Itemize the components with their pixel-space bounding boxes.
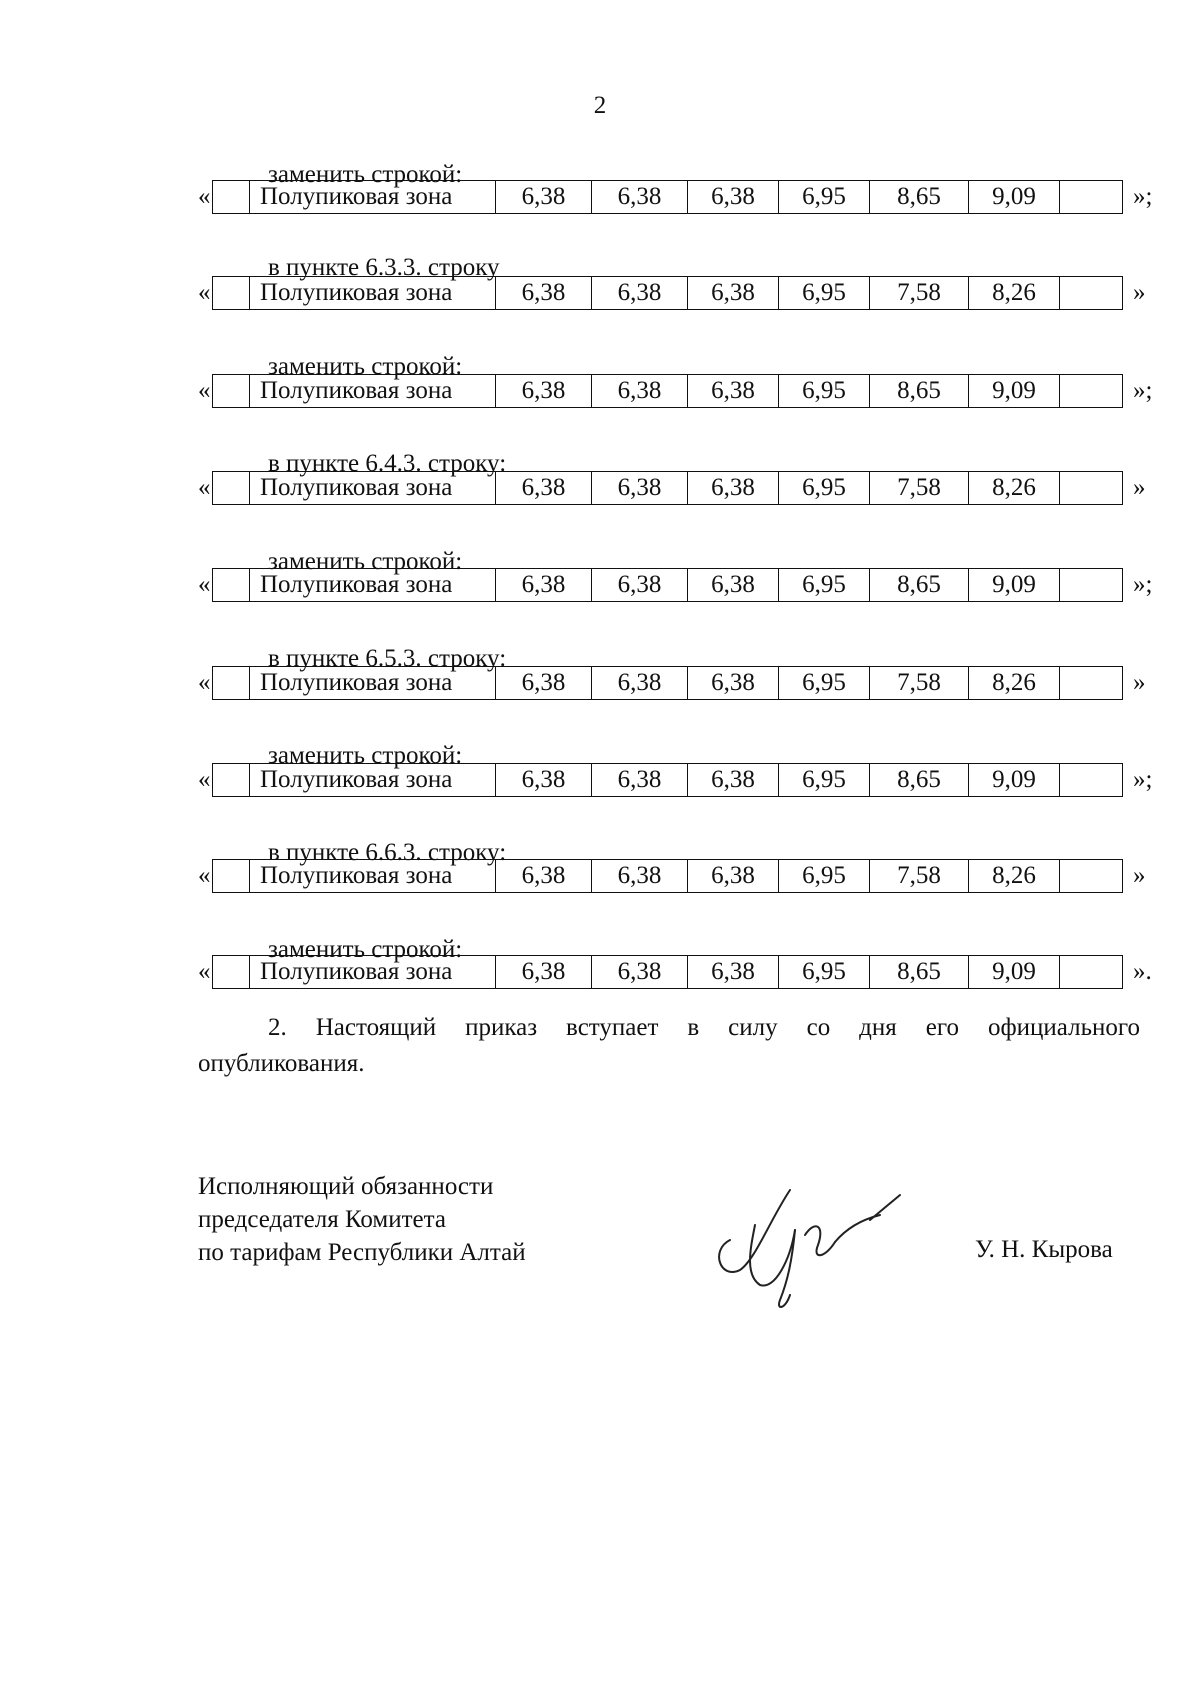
tariff-row — [198, 763, 1160, 797]
empty-cell — [213, 956, 250, 989]
empty-cell — [1060, 764, 1123, 797]
tariff-value-cell: 9,09 — [969, 569, 1060, 602]
zone-name-cell: Полупиковая зона — [250, 277, 496, 310]
tariff-value-cell: 6,38 — [688, 569, 779, 602]
tariff-row — [198, 180, 1160, 214]
empty-cell — [1060, 277, 1123, 310]
signatory-title — [198, 1170, 526, 1269]
tariff-value-cell: 6,95 — [779, 667, 870, 700]
opening-quote: « — [198, 862, 211, 889]
tariff-value-cell: 6,38 — [688, 667, 779, 700]
tariff-value-cell: 8,65 — [870, 375, 969, 408]
tariff-value-cell: 6,38 — [592, 181, 688, 214]
tariff-table — [212, 471, 1123, 505]
empty-cell — [213, 569, 250, 602]
tariff-value-cell: 6,38 — [688, 956, 779, 989]
table-row — [213, 569, 1123, 602]
tariff-value-cell: 6,95 — [779, 956, 870, 989]
empty-cell — [1060, 860, 1123, 893]
opening-quote: « — [198, 377, 211, 404]
empty-cell — [213, 764, 250, 797]
tariff-value-cell: 8,26 — [969, 667, 1060, 700]
tariff-value-cell: 8,65 — [870, 764, 969, 797]
zone-name-cell: Полупиковая зона — [250, 956, 496, 989]
amendment-label: заменить строкой: — [268, 161, 463, 188]
table-row — [213, 764, 1123, 797]
zone-name-cell: Полупиковая зона — [250, 569, 496, 602]
tariff-row — [198, 374, 1160, 408]
tariff-value-cell: 7,58 — [870, 277, 969, 310]
empty-cell — [1060, 181, 1123, 214]
amendment-label: заменить строкой: — [268, 548, 463, 575]
amendment-label: заменить строкой: — [268, 936, 463, 963]
closing-quote: » — [1133, 669, 1146, 696]
empty-cell — [213, 472, 250, 505]
tariff-value-cell: 6,38 — [592, 956, 688, 989]
zone-name-cell: Полупиковая зона — [250, 764, 496, 797]
zone-name-cell: Полупиковая зона — [250, 860, 496, 893]
closing-quote: ». — [1133, 958, 1152, 985]
signatory-name: У. Н. Кырова — [975, 1236, 1113, 1263]
tariff-value-cell: 6,38 — [496, 667, 592, 700]
tariff-value-cell: 9,09 — [969, 956, 1060, 989]
tariff-value-cell: 6,38 — [496, 375, 592, 408]
tariff-table — [212, 374, 1123, 408]
zone-name-cell: Полупиковая зона — [250, 667, 496, 700]
table-row — [213, 667, 1123, 700]
tariff-value-cell: 6,38 — [592, 277, 688, 310]
tariff-table — [212, 955, 1123, 989]
empty-cell — [213, 277, 250, 310]
tariff-value-cell: 6,38 — [496, 569, 592, 602]
table-row — [213, 860, 1123, 893]
opening-quote: « — [198, 474, 211, 501]
tariff-value-cell: 6,95 — [779, 472, 870, 505]
tariff-value-cell: 6,95 — [779, 375, 870, 408]
amendment-label: в пункте 6.4.3. строку: — [268, 450, 507, 477]
tariff-value-cell: 6,38 — [688, 472, 779, 505]
signatory-title-line: по тарифам Республики Алтай — [198, 1239, 526, 1266]
tariff-table — [212, 859, 1123, 893]
tariff-table — [212, 666, 1123, 700]
empty-cell — [1060, 667, 1123, 700]
zone-name-cell: Полупиковая зона — [250, 472, 496, 505]
tariff-value-cell: 8,65 — [870, 956, 969, 989]
tariff-value-cell: 8,26 — [969, 472, 1060, 505]
tariff-row — [198, 859, 1160, 893]
empty-cell — [1060, 569, 1123, 602]
signatory-title-line: председателя Комитета — [198, 1206, 446, 1233]
amendment-label: в пункте 6.3.3. строку — [268, 254, 500, 281]
tariff-value-cell: 8,65 — [870, 181, 969, 214]
empty-cell — [213, 860, 250, 893]
tariff-table — [212, 180, 1123, 214]
tariff-row — [198, 471, 1160, 505]
tariff-value-cell: 8,26 — [969, 860, 1060, 893]
tariff-row — [198, 955, 1160, 989]
tariff-value-cell: 6,38 — [496, 956, 592, 989]
tariff-row — [198, 276, 1160, 310]
signatory-title-line: Исполняющий обязанности — [198, 1173, 494, 1200]
tariff-value-cell: 8,26 — [969, 277, 1060, 310]
tariff-value-cell: 7,58 — [870, 667, 969, 700]
tariff-value-cell: 6,95 — [779, 860, 870, 893]
paragraph-2 — [198, 1010, 1140, 1082]
empty-cell — [213, 667, 250, 700]
tariff-value-cell: 6,38 — [496, 181, 592, 214]
opening-quote: « — [198, 571, 211, 598]
tariff-value-cell: 6,38 — [688, 277, 779, 310]
table-row — [213, 181, 1123, 214]
tariff-value-cell: 9,09 — [969, 181, 1060, 214]
table-row — [213, 277, 1123, 310]
tariff-row — [198, 666, 1160, 700]
tariff-value-cell: 6,38 — [592, 375, 688, 408]
tariff-value-cell: 6,38 — [592, 569, 688, 602]
empty-cell — [1060, 956, 1123, 989]
tariff-value-cell: 8,65 — [870, 569, 969, 602]
closing-quote: » — [1133, 862, 1146, 889]
closing-quote: »; — [1133, 766, 1153, 793]
page-number: 2 — [593, 92, 607, 119]
tariff-value-cell: 6,38 — [688, 764, 779, 797]
tariff-table — [212, 568, 1123, 602]
zone-name-cell: Полупиковая зона — [250, 181, 496, 214]
tariff-value-cell: 6,38 — [496, 860, 592, 893]
tariff-value-cell: 6,38 — [496, 764, 592, 797]
closing-quote: »; — [1133, 571, 1153, 598]
opening-quote: « — [198, 183, 211, 210]
tariff-value-cell: 6,95 — [779, 569, 870, 602]
empty-cell — [213, 181, 250, 214]
opening-quote: « — [198, 766, 211, 793]
opening-quote: « — [198, 958, 211, 985]
amendment-label: заменить строкой: — [268, 742, 463, 769]
tariff-value-cell: 6,38 — [592, 764, 688, 797]
table-row — [213, 472, 1123, 505]
table-row — [213, 956, 1123, 989]
paragraph-line-2: опубликования. — [198, 1050, 365, 1077]
tariff-value-cell: 7,58 — [870, 472, 969, 505]
tariff-value-cell: 6,38 — [592, 860, 688, 893]
tariff-value-cell: 6,38 — [592, 667, 688, 700]
zone-name-cell: Полупиковая зона — [250, 375, 496, 408]
amendment-label: в пункте 6.6.3. строку: — [268, 839, 507, 866]
tariff-value-cell: 6,95 — [779, 277, 870, 310]
table-row — [213, 375, 1123, 408]
tariff-value-cell: 6,95 — [779, 764, 870, 797]
tariff-value-cell: 6,38 — [688, 181, 779, 214]
amendment-label: заменить строкой: — [268, 353, 463, 380]
closing-quote: » — [1133, 474, 1146, 501]
tariff-value-cell: 6,38 — [688, 375, 779, 408]
paragraph-line-1: 2. Настоящий приказ вступает в силу со дня его официального — [268, 1014, 1140, 1041]
tariff-value-cell: 6,38 — [496, 277, 592, 310]
tariff-value-cell: 9,09 — [969, 375, 1060, 408]
closing-quote: » — [1133, 279, 1146, 306]
opening-quote: « — [198, 279, 211, 306]
empty-cell — [1060, 472, 1123, 505]
empty-cell — [1060, 375, 1123, 408]
handwritten-signature — [700, 1180, 920, 1320]
opening-quote: « — [198, 669, 211, 696]
tariff-table — [212, 763, 1123, 797]
tariff-row — [198, 568, 1160, 602]
tariff-value-cell: 6,38 — [496, 472, 592, 505]
tariff-table — [212, 276, 1123, 310]
tariff-value-cell: 6,38 — [688, 860, 779, 893]
tariff-value-cell: 6,38 — [592, 472, 688, 505]
tariff-value-cell: 7,58 — [870, 860, 969, 893]
closing-quote: »; — [1133, 183, 1153, 210]
empty-cell — [213, 375, 250, 408]
tariff-value-cell: 9,09 — [969, 764, 1060, 797]
closing-quote: »; — [1133, 377, 1153, 404]
tariff-value-cell: 6,95 — [779, 181, 870, 214]
amendment-label: в пункте 6.5.3. строку: — [268, 645, 507, 672]
